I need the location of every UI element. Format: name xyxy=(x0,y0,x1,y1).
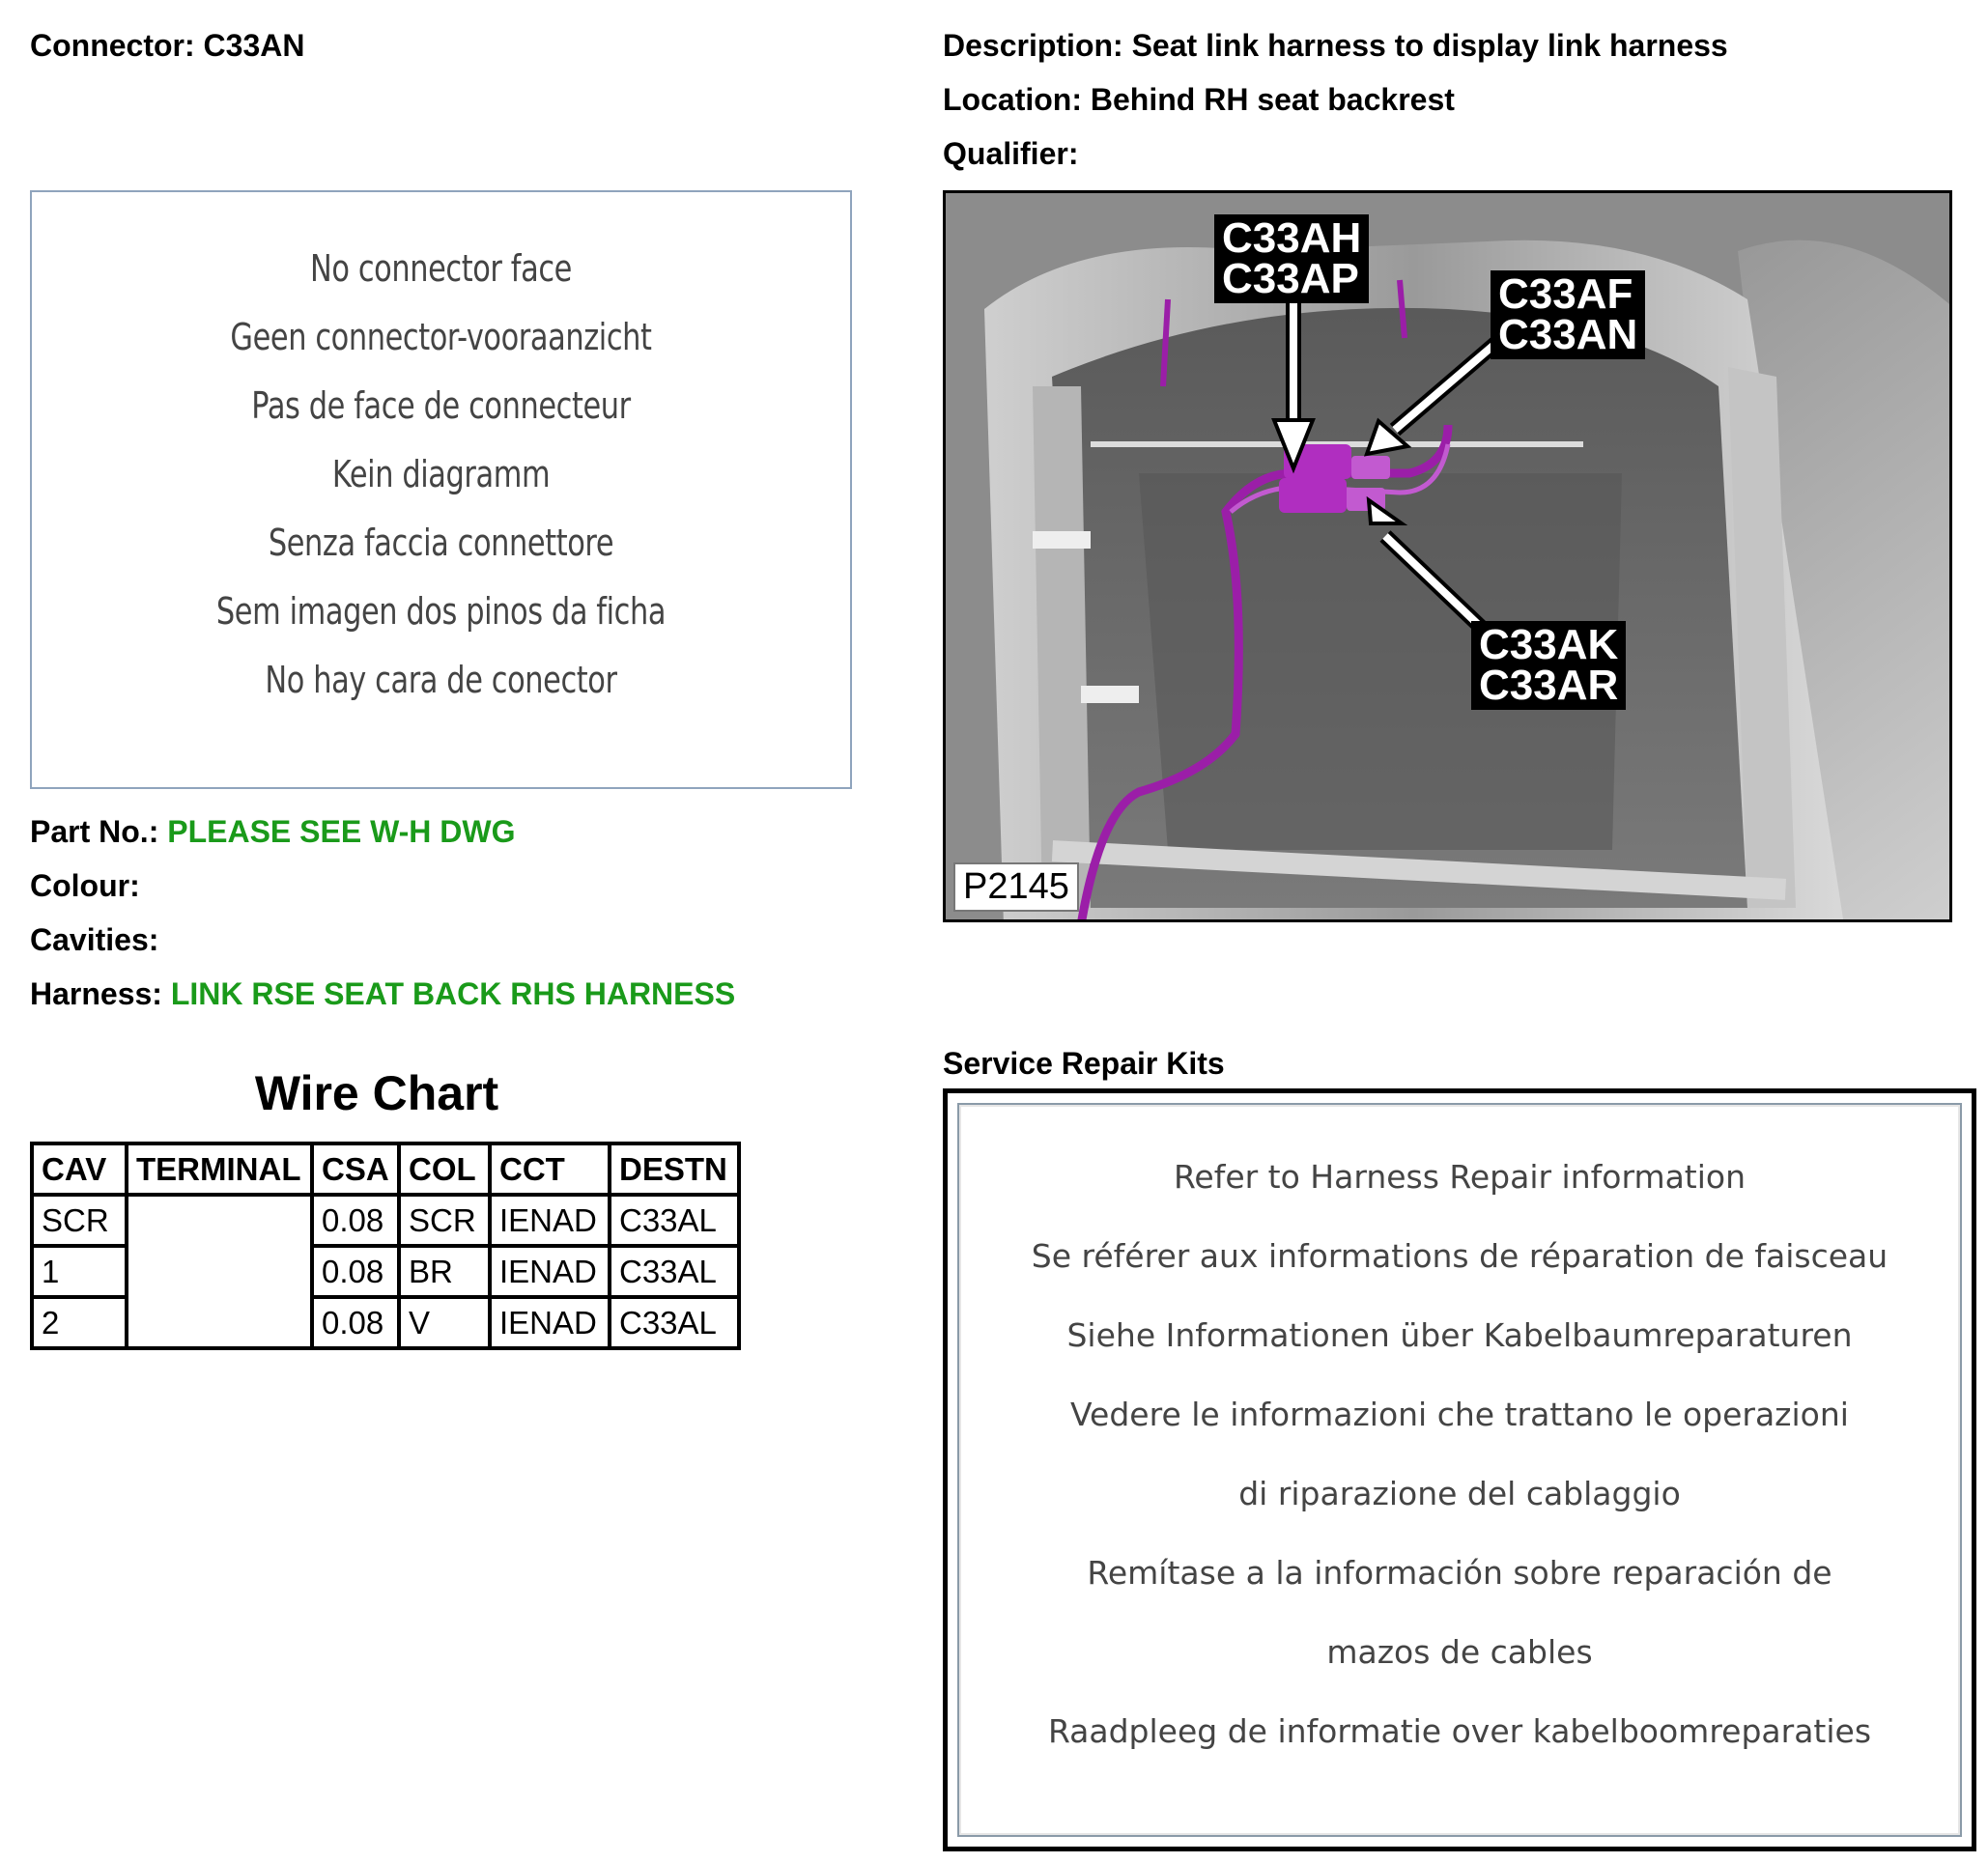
repair-info-line: mazos de cables xyxy=(1326,1633,1593,1671)
cell-cct: IENAD xyxy=(490,1297,610,1348)
repair-info-line: Siehe Informationen über Kabelbaumreparaturen xyxy=(1066,1316,1853,1354)
cell-cav: 2 xyxy=(32,1297,127,1348)
cell-col: V xyxy=(399,1297,490,1348)
description-field xyxy=(943,26,1728,65)
col-header-cct: CCT xyxy=(490,1143,610,1195)
cell-cct: IENAD xyxy=(490,1246,610,1297)
tag-line: C33AH xyxy=(1222,214,1362,262)
qualifier-label: Qualifier: xyxy=(943,136,1079,171)
cell-col: BR xyxy=(399,1246,490,1297)
location-value: Behind RH seat backrest xyxy=(1090,82,1455,117)
connector-value: C33AN xyxy=(203,28,305,63)
seat-backrest-illustration xyxy=(946,193,1952,922)
colour-field xyxy=(30,866,140,905)
colour-label: Colour: xyxy=(30,868,140,903)
repair-info-line: Refer to Harness Repair information xyxy=(1173,1158,1747,1196)
cell-csa: 0.08 xyxy=(312,1195,399,1246)
wire-chart-table xyxy=(30,1142,741,1350)
no-face-line: Pas de face de connecteur xyxy=(251,384,631,427)
cavities-label: Cavities: xyxy=(30,922,159,957)
cell-cav: SCR xyxy=(32,1195,127,1246)
cell-terminal xyxy=(127,1195,312,1348)
no-face-line: Senza faccia connettore xyxy=(268,522,614,564)
tag-top-left xyxy=(1214,214,1369,303)
repair-info-line: Se référer aux informations de réparation de faisceau xyxy=(1031,1237,1889,1275)
cavities-field xyxy=(30,920,158,959)
qualifier-field xyxy=(943,134,1078,173)
repair-info-line: Vedere le informazioni che trattano le operazioni xyxy=(1070,1396,1849,1433)
service-repair-kits-title: Service Repair Kits xyxy=(943,1046,1225,1081)
connector-label: Connector: xyxy=(30,28,195,63)
no-connector-face-box xyxy=(30,190,852,789)
cell-destn: C33AL xyxy=(610,1297,739,1348)
no-face-line: No connector face xyxy=(310,247,572,290)
cell-destn: C33AL xyxy=(610,1246,739,1297)
location-label: Location: xyxy=(943,82,1082,117)
photo-code: P2145 xyxy=(953,862,1079,912)
tag-line: C33AP xyxy=(1222,255,1359,302)
description-value: Seat link harness to display link harness xyxy=(1131,28,1728,63)
connector-location-photo xyxy=(943,190,1952,922)
harness-field xyxy=(30,974,735,1013)
tag-line: C33AR xyxy=(1479,662,1619,709)
connector-field xyxy=(30,26,304,65)
description-label: Description: xyxy=(943,28,1123,63)
cell-cct: IENAD xyxy=(490,1195,610,1246)
part-no-label: Part No.: xyxy=(30,814,159,849)
location-field xyxy=(943,80,1455,119)
col-header-cav: CAV xyxy=(32,1143,127,1195)
repair-info-line: Raadpleeg de informatie over kabelboomreparaties xyxy=(1047,1712,1872,1750)
no-face-line: Sem imagen dos pinos da ficha xyxy=(215,590,667,633)
tag-bottom-right xyxy=(1471,621,1626,710)
cell-col: SCR xyxy=(399,1195,490,1246)
cell-cav: 1 xyxy=(32,1246,127,1297)
cell-destn: C33AL xyxy=(610,1195,739,1246)
tag-line: C33AK xyxy=(1479,621,1619,668)
service-repair-kits-inner xyxy=(957,1103,1962,1837)
col-header-terminal: TERMINAL xyxy=(127,1143,312,1195)
harness-label: Harness: xyxy=(30,976,162,1011)
col-header-csa: CSA xyxy=(312,1143,399,1195)
tag-line: C33AN xyxy=(1498,311,1638,358)
harness-value: LINK RSE SEAT BACK RHS HARNESS xyxy=(170,976,736,1011)
col-header-col: COL xyxy=(399,1143,490,1195)
col-header-destn: DESTN xyxy=(610,1143,739,1195)
wire-chart-header-row xyxy=(32,1143,739,1195)
repair-info-line: di riparazione del cablaggio xyxy=(1238,1475,1681,1512)
tag-top-right xyxy=(1491,270,1645,359)
table-row xyxy=(32,1195,739,1246)
part-no-field xyxy=(30,812,516,851)
no-face-line: No hay cara de conector xyxy=(265,659,617,701)
wire-chart-title: Wire Chart xyxy=(254,1066,499,1120)
no-face-line: Geen connector-vooraanzicht xyxy=(230,316,652,358)
no-face-line: Kein diagramm xyxy=(331,453,551,495)
part-no-value: PLEASE SEE W-H DWG xyxy=(167,814,516,849)
tag-line: C33AF xyxy=(1498,270,1633,318)
repair-info-line: Remítase a la información sobre reparación de xyxy=(1087,1554,1832,1592)
service-repair-kits-box xyxy=(943,1088,1976,1851)
cell-csa: 0.08 xyxy=(312,1297,399,1348)
cell-csa: 0.08 xyxy=(312,1246,399,1297)
